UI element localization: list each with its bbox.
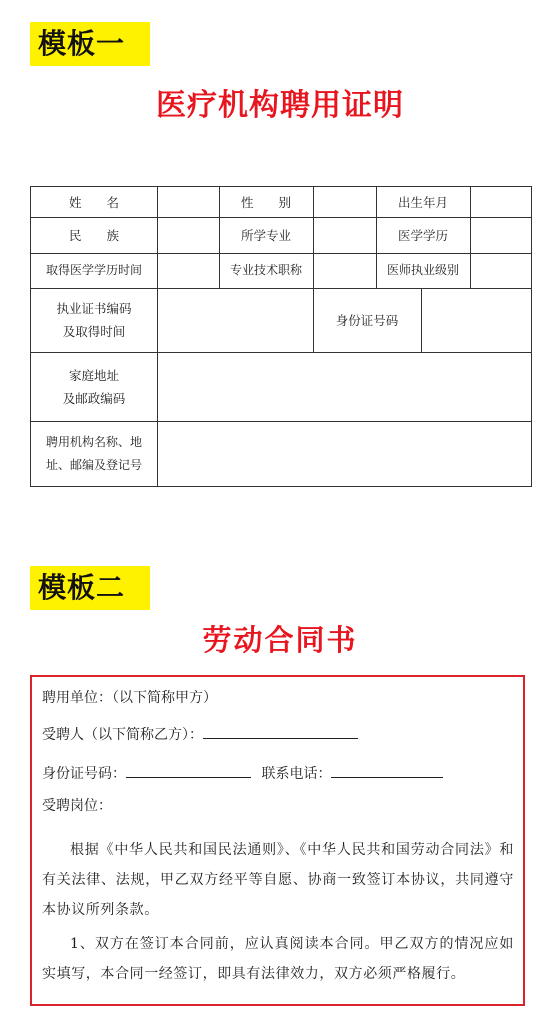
label-medical-degree: 医学学历 [397,227,448,243]
label-address-line1: 家庭地址 [68,367,119,383]
label-degree-time: 取得医学学历时间 [45,263,142,277]
labor-contract-box [30,675,525,1006]
label-gender: 性 别 [240,194,291,210]
label-address-line2: 及邮政编码 [62,390,126,406]
employee-line [42,724,358,744]
id-label: 身份证号码： [42,766,126,782]
label-id-number: 身份证号码 [335,312,399,328]
contract-paragraph-2: 1、双方在签订本合同前，应认真阅读本合同。甲乙双方的情况应如实填写，本合同一经签订，即具有法律效力，双方必须严格履行。 [42,936,514,982]
label-employer-info [31,421,157,486]
label-ethnicity: 民 族 [68,227,119,243]
label-certificate-line2: 及取得时间 [62,324,126,339]
position-line: 受聘岗位： [42,798,112,814]
label-home-address [31,352,157,421]
label-birth-date: 出生年月 [397,194,448,210]
employment-certificate-form [30,186,532,487]
template-two-tag: 模板二 [30,566,150,610]
employee-label: 受聘人（以下简称乙方）： [42,727,203,743]
id-blank [126,763,251,778]
contract-title: 劳动合同书 [202,623,358,657]
label-major: 所学专业 [240,227,291,243]
employer-line: 聘用单位：（以下简称甲方） [42,690,217,706]
label-employer-line2: 址、邮编及登记号 [45,457,142,472]
id-phone-line [42,763,443,783]
employee-blank [203,724,358,739]
template-one-tag: 模板一 [30,22,150,66]
label-name: 姓 名 [68,194,119,210]
label-certificate-line1: 执业证书编码 [56,301,132,316]
label-license-level: 医师执业级别 [386,263,459,277]
phone-label: 联系电话： [261,766,332,782]
label-employer-line1: 聘用机构名称、地 [45,434,142,449]
contract-paragraph-1: 根据《中华人民共和国民法通则》、《中华人民共和国劳动合同法》和有关法律、法规，甲乙双方经平等自愿、协商一致签订本协议，共同遵守本协议所列条款。 [42,842,514,918]
certificate-title: 医疗机构聘用证明 [156,88,404,123]
label-certificate-number [31,288,157,352]
label-tech-title: 专业技术职称 [229,263,302,277]
phone-blank [331,763,443,778]
